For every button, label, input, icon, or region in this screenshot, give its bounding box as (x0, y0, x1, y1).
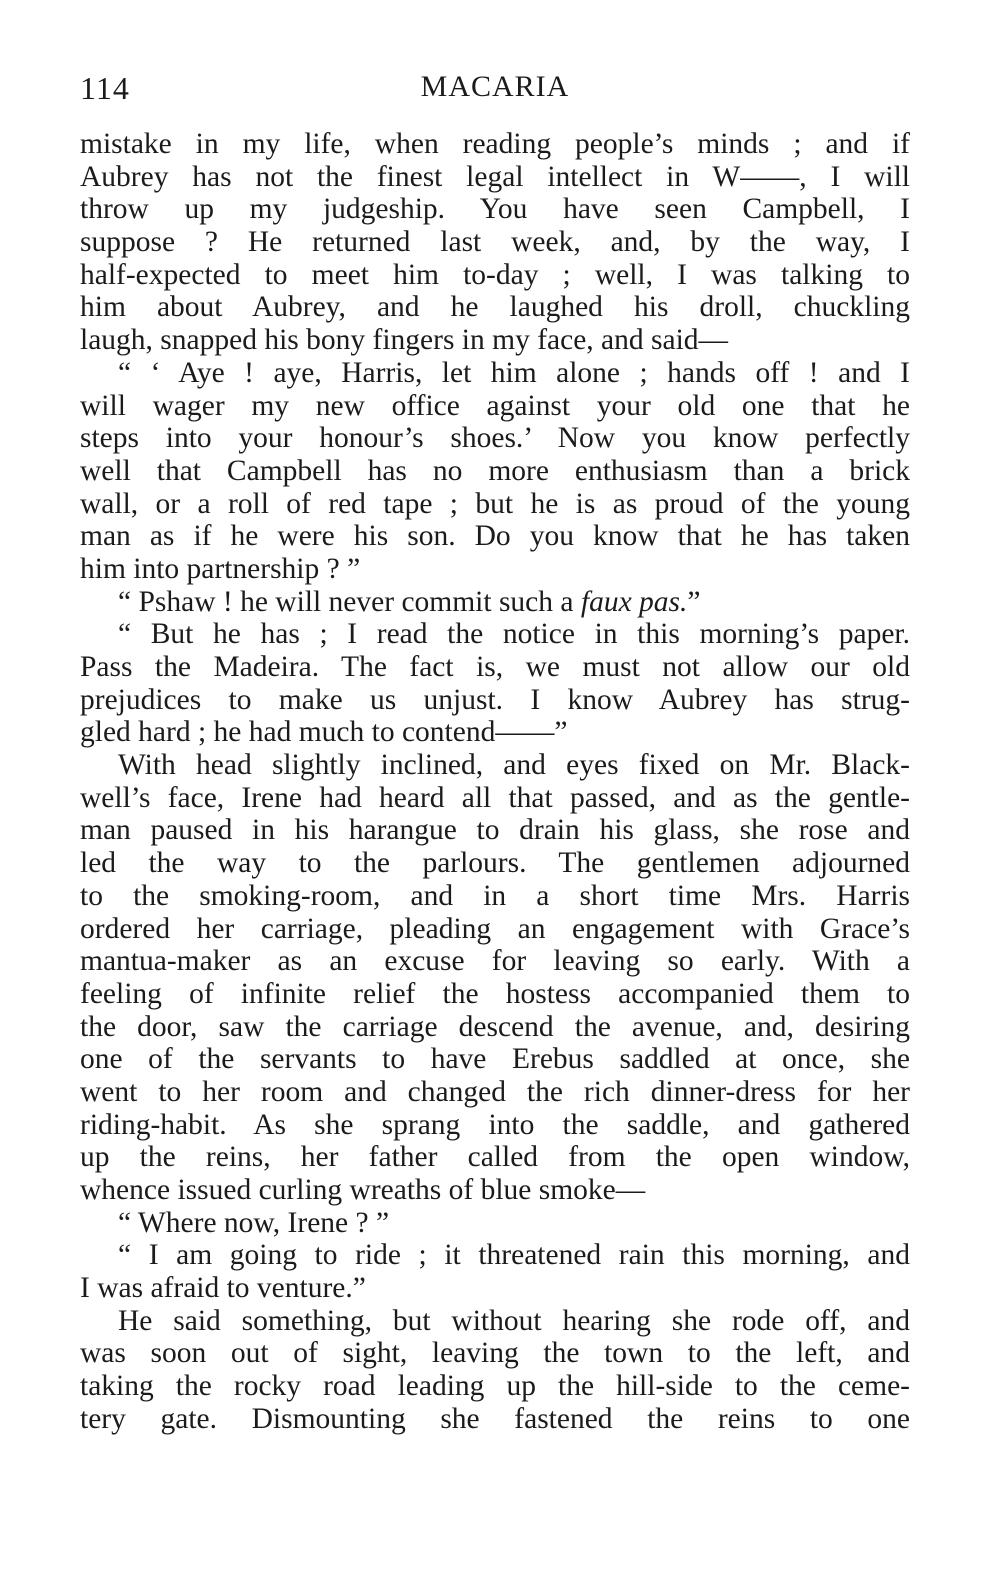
text-line: mistake in my life, when reading people’s minds ; and if (80, 128, 910, 160)
text-line: ordered her carriage, pleading an engagement with Grace’s (80, 912, 910, 945)
text-line: He said something, but without hearing she rode off, and (118, 1304, 910, 1337)
text-line: mantua-maker as an excuse for leaving so early. With a (80, 945, 910, 978)
text-line: steps into your honour’s shoes.’ Now you know perfectly (80, 422, 910, 455)
text-line: whence issued curling wreaths of blue smoke— (80, 1174, 646, 1206)
text-line: him about Aubrey, and he laughed his droll, chuckling (80, 291, 910, 324)
text-line: will wager my new office against your old one that he (80, 389, 910, 422)
text-line: to the smoking-room, and in a short time Mrs. Harris (80, 879, 910, 912)
running-title: MACARIA (420, 70, 570, 103)
text-line: throw up my judgeship. You have seen Campbell, I (80, 193, 910, 226)
text-line: half-expected to meet him to-day ; well, I was talking to (80, 258, 910, 291)
closing-quote: ” (687, 585, 701, 618)
text-line: laugh, snapped his bony fingers in my face, and said— (80, 324, 729, 357)
body-text (80, 128, 910, 1436)
text-line: “ I am going to ride ; it threatened rain this morning, and (118, 1239, 910, 1272)
text-line: up the reins, her father called from the open window, (80, 1141, 910, 1174)
text-line: tery gate. Dismounting she fastened the reins to one (80, 1402, 910, 1435)
page-header (80, 70, 910, 120)
text-line: riding-habit. As she sprang into the saddle, and gathered (80, 1108, 910, 1141)
text-line: I was afraid to venture.” (80, 1272, 366, 1305)
text-line: feeling of infinite relief the hostess accompanied them to (80, 977, 910, 1010)
text-line: went to her room and changed the rich dinner-dress for her (80, 1075, 910, 1108)
text-line: taking the rocky road leading up the hill-side to the ceme- (80, 1370, 910, 1403)
text-line: suppose ? He returned last week, and, by the way, I (80, 226, 910, 259)
text-line: man as if he were his son. Do you know that he has taken (80, 520, 910, 553)
text-line: wall, or a roll of red tape ; but he is as proud of the young (80, 487, 910, 520)
text-line: the door, saw the carriage descend the avenue, and, desiring (80, 1010, 910, 1043)
text-line: “ Where now, Irene ? ” (118, 1206, 390, 1239)
text-line: With head slightly inclined, and eyes fixed on Mr. Black- (118, 749, 910, 782)
text-line: prejudices to make us unjust. I know Aubrey has strug- (80, 683, 910, 716)
page-number: 114 (80, 70, 130, 106)
text-line: was soon out of sight, leaving the town to the left, and (80, 1337, 910, 1370)
italic-phrase: faux pas. (580, 585, 688, 618)
text-line (80, 586, 910, 619)
text-line: gled hard ; he had much to contend——” (80, 716, 568, 749)
text-line: well’s face, Irene had heard all that passed, and as the gentle- (80, 781, 910, 814)
text-line: man paused in his harangue to drain his glass, she rose and (80, 814, 910, 847)
text-line: “ But he has ; I read the notice in this morning’s paper. (118, 618, 910, 651)
text-line: well that Campbell has no more enthusiasm than a brick (80, 454, 910, 487)
line-text: “ Pshaw ! he will never commit such a (118, 585, 581, 618)
text-line: him into partnership ? ” (80, 552, 361, 585)
text-line: one of the servants to have Erebus saddled at once, she (80, 1043, 910, 1076)
text-line: “ ‘ Aye ! aye, Harris, let him alone ; hands off ! and I (118, 356, 910, 389)
text-line: Aubrey has not the finest legal intellect in W——, I will (80, 160, 910, 193)
text-line: Pass the Madeira. The fact is, we must not allow our old (80, 651, 910, 683)
text-line: led the way to the parlours. The gentlemen adjourned (80, 847, 910, 880)
